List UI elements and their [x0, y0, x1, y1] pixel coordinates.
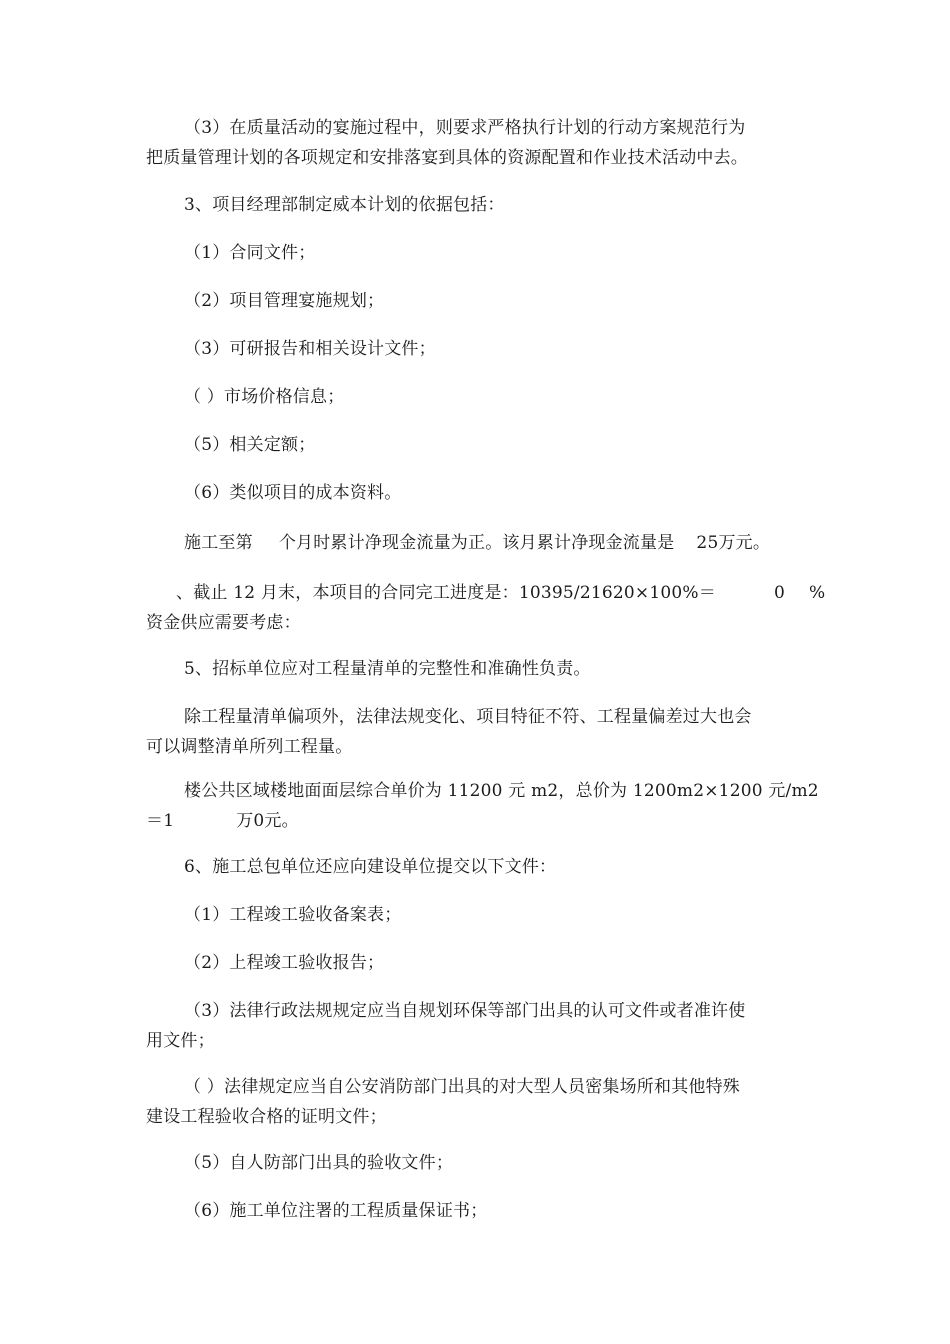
- list-item: [146, 1148, 826, 1178]
- progress-text: 、截止 12 月末，本项目的合同完工进度是：10395/21620×100%＝: [176, 583, 716, 603]
- list-item: [146, 948, 826, 978]
- text-line: 除工程量清单偏项外，法律法规变化、项目特征不符、工程量偏差过大也会: [184, 707, 752, 727]
- text-line: [146, 806, 826, 836]
- list-item: [146, 286, 826, 316]
- text-line: 楼公共区域楼地面面层综合单价为 11200 元 m2，总价为 1200m2×1200 元/m2: [184, 781, 819, 801]
- text-line: [146, 578, 826, 608]
- text-line: 用文件；: [146, 1031, 215, 1051]
- list-item: [146, 1196, 826, 1226]
- text-line: （1）合同文件；: [184, 243, 316, 263]
- list-item: [146, 334, 826, 364]
- progress-value: 0: [773, 583, 786, 603]
- cash-flow-text-a: 施工至第: [184, 533, 253, 553]
- cash-flow-value: 25万元。: [696, 533, 771, 553]
- text-line: （2）项目管理宴施规划；: [184, 291, 385, 311]
- text-line: （2）上程竣工验收报告；: [184, 953, 385, 973]
- text-line: （6）施工单位注署的工程质量保证书；: [184, 1201, 488, 1221]
- list-item: [146, 900, 826, 930]
- text-line: （ ）法律规定应当自公安消防部门出具的对大型人员密集场所和其他特殊: [184, 1077, 741, 1097]
- heading-submission-files: [146, 852, 826, 882]
- text-line: 资金供应需要考虑：: [146, 613, 301, 633]
- text-line: 6、施工总包单位还应向建设单位提交以下文件：: [184, 857, 557, 877]
- total-price-unit: 万0元。: [236, 811, 299, 831]
- list-item: [146, 1072, 826, 1132]
- list-item: [146, 478, 826, 508]
- list-item: [146, 430, 826, 460]
- text-line: （6）类似项目的成本资料。: [184, 483, 402, 503]
- text-line: 5、招标单位应对工程量清单的完整性和准确性负责。: [184, 659, 591, 679]
- text-line: （3）法律行政法规规定应当自规划环保等部门出具的认可文件或者准许使: [184, 1001, 746, 1021]
- list-item: [146, 996, 826, 1056]
- paragraph-completion-progress: [146, 578, 826, 638]
- text-line: （3）在质量活动的宴施过程中，则要求严格执行计划的行动方案规范行为: [184, 118, 746, 138]
- list-item: [146, 238, 826, 268]
- text-line: （ ）市场价格信息；: [184, 387, 345, 407]
- paragraph-bill-of-quantities: [146, 654, 826, 684]
- total-price-prefix: ＝1: [146, 811, 175, 831]
- heading-cost-plan-basis: [146, 190, 826, 220]
- paragraph-adjustments: [146, 702, 826, 762]
- text-line: 3、项目经理部制定威本计划的依据包括：: [184, 195, 505, 215]
- paragraph-unit-price: [146, 776, 826, 836]
- text-line: 建设工程验收合格的证明文件；: [146, 1107, 387, 1127]
- text-line: 把质量管理计划的各项规定和安排落宴到具体的资源配置和作业技术活动中去。: [146, 148, 748, 168]
- text-line: （3）可研报告和相关设计文件；: [184, 339, 436, 359]
- percent-sign: %: [809, 583, 826, 603]
- list-item: [146, 382, 826, 412]
- text-line: （5）自人防部门出具的验收文件；: [184, 1153, 454, 1173]
- text-line: （1）工程竣工验收备案表；: [184, 905, 402, 925]
- paragraph-cash-flow: [146, 528, 826, 558]
- text-line: [146, 528, 826, 558]
- paragraph-quality-activity: [146, 113, 826, 173]
- text-line: 可以调整清单所列工程量。: [146, 737, 353, 757]
- text-line: （5）相关定额；: [184, 435, 316, 455]
- cash-flow-text-b: 个月时累计净现金流量为正。该月累计净现金流量是: [278, 533, 675, 553]
